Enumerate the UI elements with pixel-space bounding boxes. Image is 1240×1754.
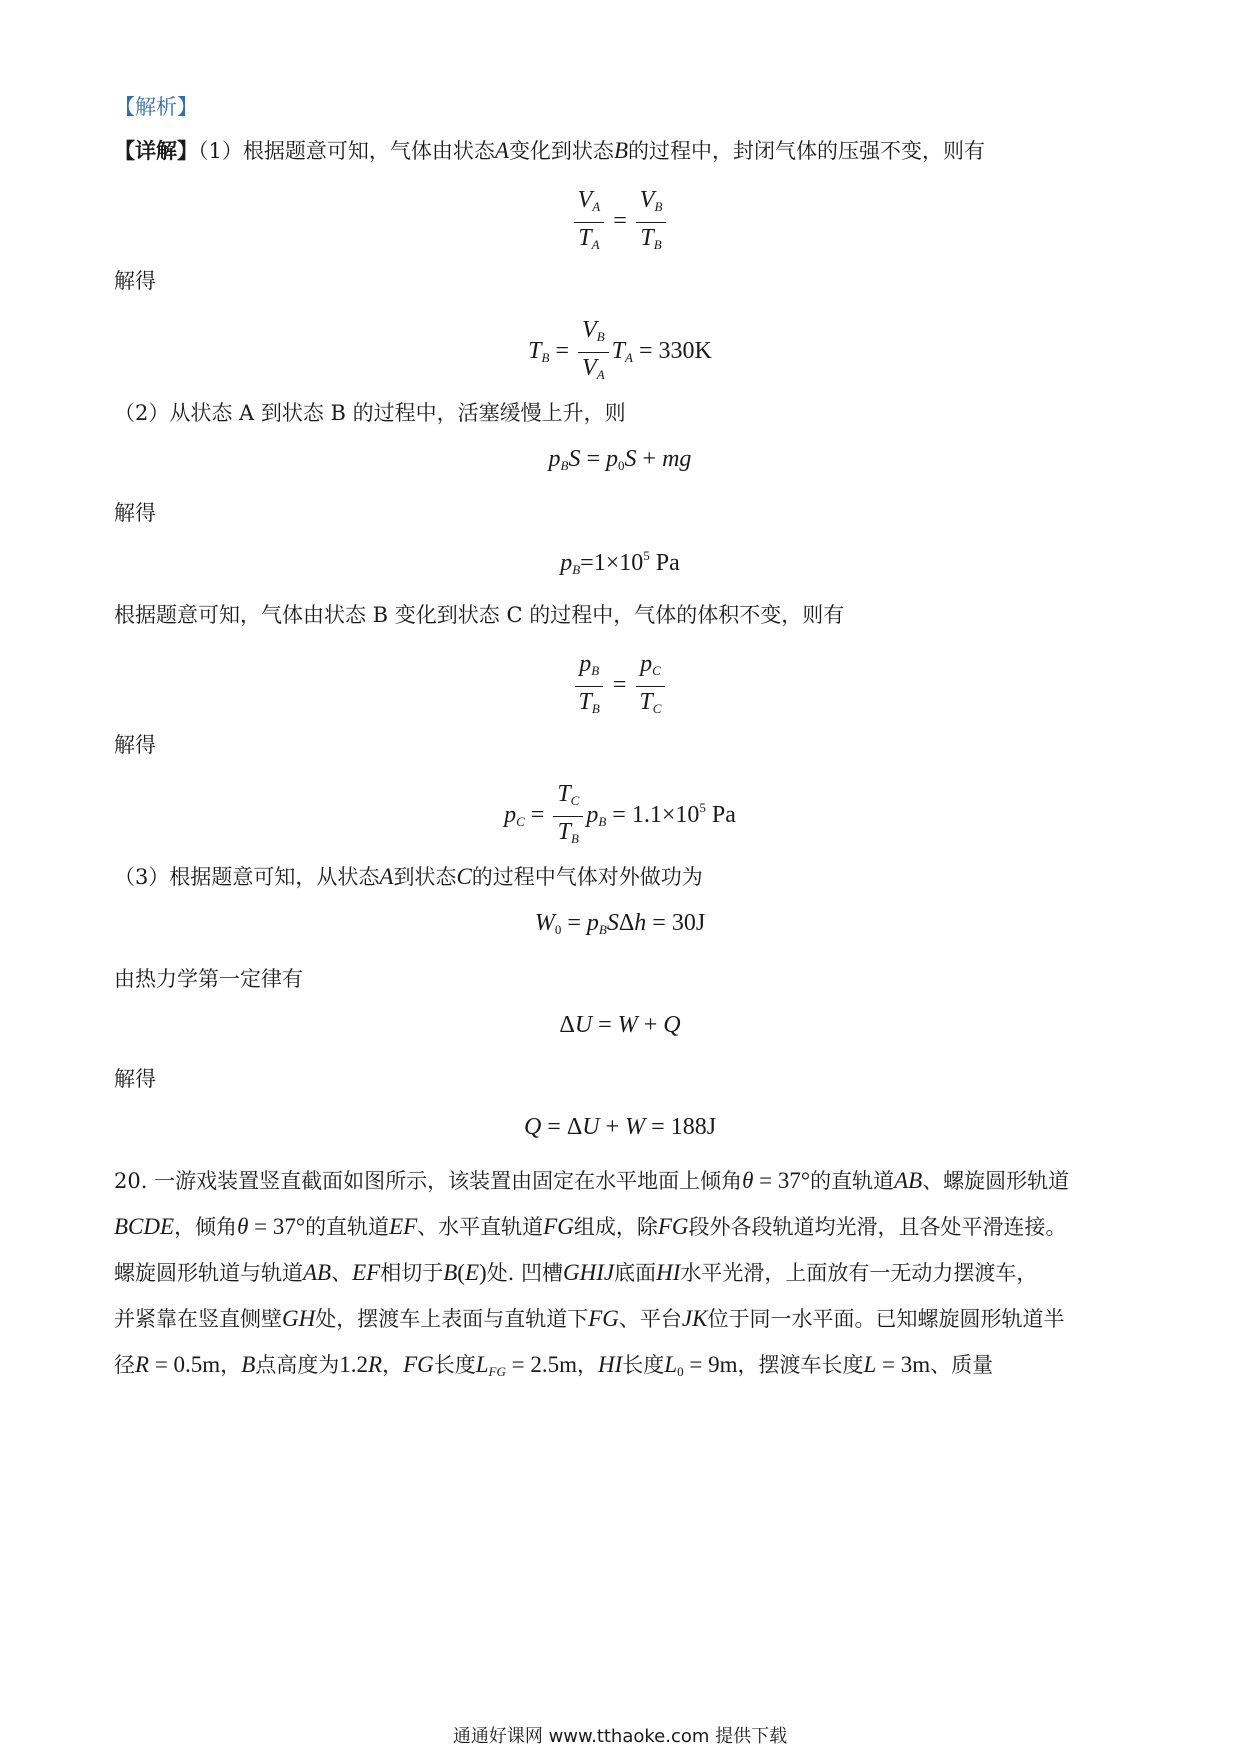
analysis-tag: 【解析】 [114,95,198,119]
solve-label-2: 解得 [114,501,156,525]
problem20-line4: 并紧靠在竖直侧壁GH处，摆渡车上表面与直轨道下FG、平台JK位于同一水平面。已知螺旋圆形轨道半 [114,1306,1065,1331]
equation-first-law: ΔU = W + Q [559,1012,681,1038]
part3-intro: （3）根据题意可知，从状态A到状态C的过程中气体对外做功为 [114,864,703,889]
bc-intro: 根据题意可知，气体由状态 B 变化到状态 C 的过程中，气体的体积不变，则有 [114,603,845,627]
equation-pc: $p_C$ = $\frac{T_C}{T_B}$ $p_B = 1.1\times 10^5$ Pa [504,781,736,846]
part1-intro: 【详解】（1）根据题意可知，气体由状态A变化到状态B的过程中，封闭气体的压强不变，则有 [114,138,985,163]
solve-label-1: 解得 [114,269,156,293]
equation-q: Q = ΔU + W = 188J [523,1114,717,1140]
solve-label-3: 解得 [114,733,156,757]
problem20-line1: 20. 一游戏装置竖直截面如图所示，该装置由固定在水平地面上倾角θ = 37°的直轨道AB、螺旋圆形轨道 [114,1168,1070,1193]
equation-pressure-balance: $p_BS = p_0S$ + mg [548,446,692,473]
part2-intro: （2）从状态 A 到状态 B 的过程中，活塞缓慢上升，则 [114,401,626,425]
problem20-line2: BCDE，倾角θ = 37°的直轨道EF、水平直轨道FG组成，除FG段外各段轨道均光滑，且各处平滑连接。 [114,1214,1067,1239]
equation-charles-law: $\frac{V_A}{T_A}$ = $\frac{V_B}{T_B}$ [0,186,1240,259]
footer-watermark: 通通好课网 www.tthaoke.com 提供下载 [452,1726,788,1747]
equation-tb: $T_B$ = $\frac{V_B}{V_A}$ $T_A = 330K$ [528,317,712,382]
equation-pb: $p_B=1\times 10^5$ Pa [560,548,680,577]
equation-work: $W_0 = p_BS\Delta h = 30J$ [534,910,706,937]
solve-label-4: 解得 [114,1067,156,1091]
equation-gay-lussac: $\frac{p_B}{T_B}$ = $\frac{p_C}{T_C}$ [0,650,1240,723]
problem20-line3: 螺旋圆形轨道与轨道AB、EF相切于B(E)处. 凹槽GHIJ底面HI水平光滑，上面放有一无动力摆渡车， [114,1260,1038,1285]
detail-prefix: 【详解】 [114,138,198,163]
first-law-intro: 由热力学第一定律有 [114,967,303,991]
problem20-line5: 径R = 0.5m，B点高度为1.2R，FG长度$L_{FG} = 2.5m$，HI长度$L_0 = 9m$，摆渡车长度L = 3m、质量 [114,1352,994,1379]
